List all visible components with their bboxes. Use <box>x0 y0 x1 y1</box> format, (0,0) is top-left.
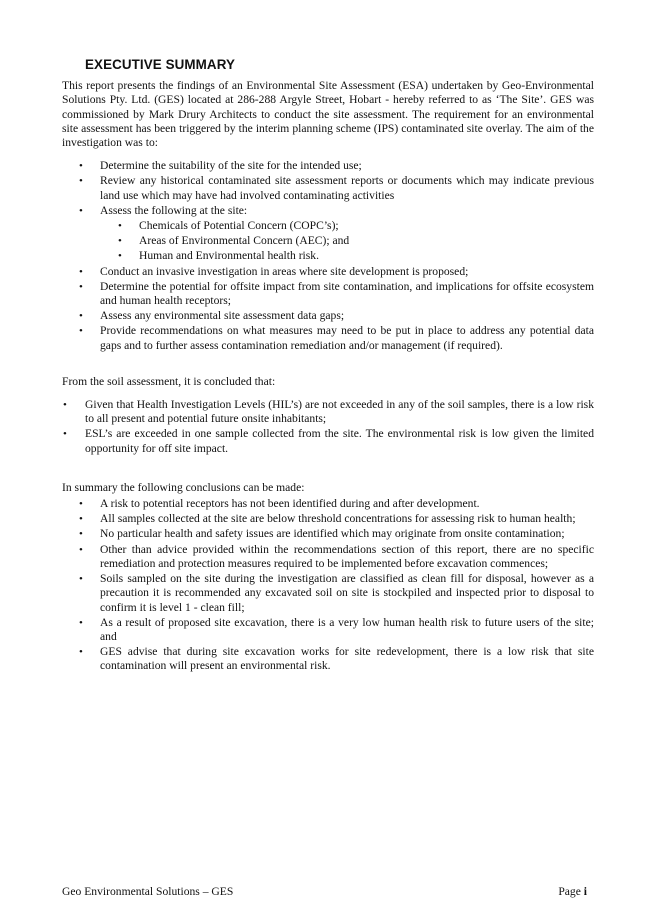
list-item-text: Soils sampled on the site during the investigation are classified as clean fill for disposal, however as a precaution it is recommended any excavated soil on site is stockpiled and inspected prior to disposal to confirm it is level 1 - clean fill; <box>100 572 594 614</box>
list-item <box>62 427 594 455</box>
list-item-text: Review any historical contaminated site assessment reports or documents which may indicate previous land use which may have had involved contaminating activities <box>100 174 594 202</box>
list-item <box>62 324 594 352</box>
soil-intro: From the soil assessment, it is concluded that: <box>62 374 276 388</box>
conclusions-list <box>62 497 594 673</box>
list-item-text: Assess the following at the site: <box>100 203 248 217</box>
list-item-text: All samples collected at the site are below threshold concentrations for assessing risk to human health; <box>100 512 576 526</box>
list-item <box>62 398 594 426</box>
bullet-icon: • <box>79 513 83 526</box>
list-item-text: Areas of Environmental Concern (AEC); and <box>139 234 350 248</box>
list-item-text: Provide recommendations on what measures may need to be put in place to address any potential data gaps and to further assess contamination remediation and/or management (if required). <box>100 324 594 352</box>
list-item-text: Assess any environmental site assessment data gaps; <box>100 309 345 323</box>
list-item <box>62 309 594 323</box>
footer-company: Geo Environmental Solutions – GES <box>62 885 234 898</box>
list-item <box>62 204 594 264</box>
footer-page-number <box>558 885 587 899</box>
bullet-icon: • <box>63 399 67 412</box>
list-item-text: As a result of proposed site excavation, there is a very low human health risk to future users of the site; and <box>100 615 594 643</box>
page-title: EXECUTIVE SUMMARY <box>85 57 236 72</box>
list-item <box>62 280 594 308</box>
bullet-icon: • <box>79 280 83 293</box>
bullet-icon: • <box>118 235 122 248</box>
bullet-icon: • <box>79 175 83 188</box>
list-item-text: Determine the potential for offsite impact from site contamination, and implications for offsite ecosystem and human health receptors; <box>100 279 594 308</box>
bullet-icon: • <box>118 250 122 263</box>
list-item <box>62 159 594 173</box>
bullet-icon: • <box>79 160 83 173</box>
bullet-icon: • <box>79 204 83 217</box>
list-item-text: Conduct an invasive investigation in areas where site development is proposed; <box>100 264 469 278</box>
list-item <box>62 512 594 526</box>
list-item <box>62 572 594 615</box>
sublist-item <box>62 219 594 233</box>
bullet-icon: • <box>79 310 83 323</box>
list-item-text: Determine the suitability of the site for the intended use; <box>100 159 362 173</box>
page-label: Page <box>558 885 581 898</box>
bullet-icon: • <box>79 616 83 629</box>
assess-sublist <box>100 219 594 264</box>
objectives-list <box>62 159 594 353</box>
list-item <box>62 543 594 571</box>
list-item-text: Given that Health Investigation Levels (HIL’s) are not exceeded in any of the soil samples, there is a low risk to all present and potential future onsite inhabitants; <box>85 398 594 426</box>
bullet-icon: • <box>79 498 83 511</box>
bullet-icon: • <box>79 528 83 541</box>
bullet-icon: • <box>79 543 83 556</box>
list-item-text: Other than advice provided within the recommendations section of this report, there are no specific remediation and protection measures required to be implemented before excavation commences; <box>100 542 594 570</box>
summary-intro: In summary the following conclusions can be made: <box>62 480 305 494</box>
list-item <box>62 645 594 673</box>
soil-conclusions-list <box>62 398 594 456</box>
list-item-text: No particular health and safety issues are identified which may originate from onsite contamination; <box>100 527 565 541</box>
list-item <box>62 265 594 279</box>
list-item <box>62 497 594 511</box>
list-item-text: A risk to potential receptors has not been identified during and after development. <box>100 497 480 511</box>
page-number: i <box>583 885 587 898</box>
document-body <box>62 58 594 675</box>
bullet-icon: • <box>79 265 83 278</box>
list-item <box>62 527 594 541</box>
list-item-text: Chemicals of Potential Concern (COPC’s); <box>139 219 339 233</box>
list-item-text: ESL’s are exceeded in one sample collected from the site. The environmental risk is low given the limited opportunity for off site impact. <box>85 427 594 455</box>
sublist-item <box>62 234 594 248</box>
sublist-item <box>62 249 594 263</box>
intro-paragraph: This report presents the findings of an Environmental Site Assessment (ESA) undertaken by Geo-Environmental Solutions Pty. Ltd. (GES) located at 286-288 Argyle Street, Hobart - hereby referred to as ‘The Site’. GES was commissioned by Mark Drury Architects to conduct the site assessment. The requirement for an environmental site assessment has been triggered by the interim planning scheme (IPS) contaminated site overlay. The aim of the investigation was to: <box>62 79 594 150</box>
bullet-icon: • <box>79 573 83 586</box>
list-item <box>62 616 594 644</box>
list-item <box>62 174 594 202</box>
list-item-text: GES advise that during site excavation works for site redevelopment, there is a low risk that site contamination will present an environmental risk. <box>100 645 594 673</box>
list-item-text: Human and Environmental health risk. <box>139 249 319 263</box>
bullet-icon: • <box>79 646 83 659</box>
bullet-icon: • <box>79 325 83 338</box>
bullet-icon: • <box>118 220 122 233</box>
bullet-icon: • <box>63 428 67 441</box>
